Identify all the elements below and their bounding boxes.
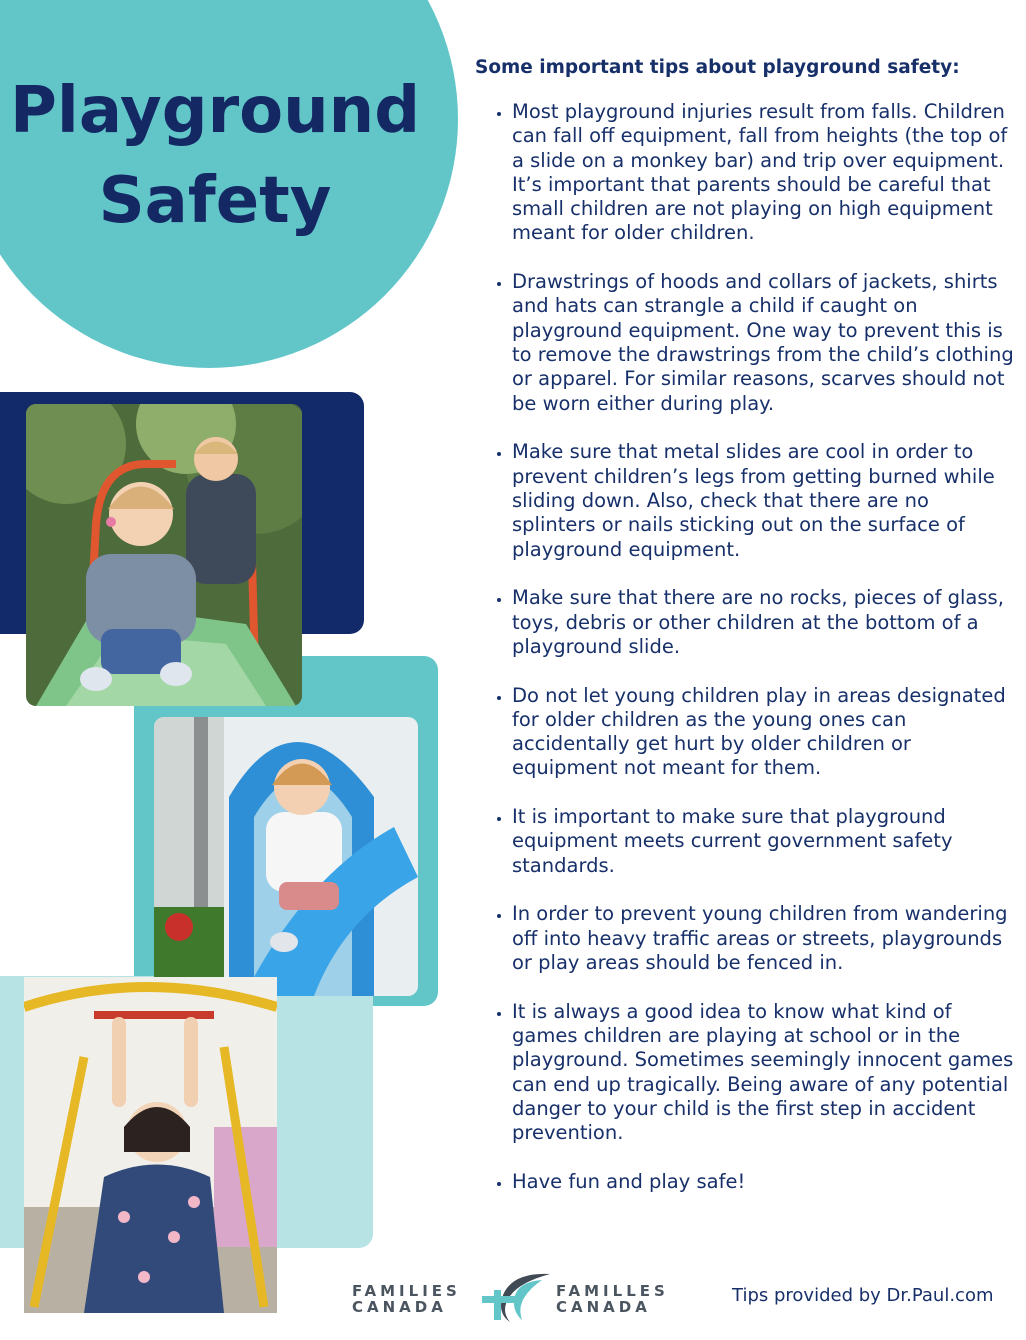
tip-item: • Make sure that metal slides are cool in order to prevent children’s legs from getting burned while sliding down. Also, check that there are no splinters or nails sticking out on the surface of playground equipment. [512,440,1015,561]
tip-item: • Most playground injuries result from falls. Children can fall off equipment, fall from heights (the top of a slide on a monkey bar) and trip over equipment. It’s important that parents should be careful that small children are not playing on high equipment meant for older children. [512,100,1015,246]
page-title-line-2: Safety [98,164,332,238]
families-canada-logo [352,1270,682,1324]
tips-section [475,56,1015,1219]
tip-item: • It is always a good idea to know what kind of games children are playing at school or in the playground. Sometimes seemingly innocent games can end up tragically. Being aware of any potential danger to your child is the first step in accident prevention. [512,1000,1015,1146]
tip-item: • Do not let young children play in areas designated for older children as the young ones can accidentally get hurt by older children or equipment not meant for them. [512,684,1015,781]
logo-french-line-2: CANADA [556,1298,651,1316]
tips-intro: Some important tips about playground safety: [475,57,960,78]
tip-item: • Drawstrings of hoods and collars of jackets, shirts and hats can strangle a child if caught on playground equipment. One way to prevent this is to remove the drawstrings from the child’s clothing or apparel. For similar reasons, scarves should not be worn either during play. [512,270,1015,416]
tip-item: • It is important to make sure that playground equipment meets current government safety standards. [512,805,1015,878]
page-title [0,66,430,246]
photo-girl-on-green-slide [26,404,302,706]
tips-list [475,100,1015,1194]
page-title-line-1: Playground [9,74,421,148]
tip-item: • In order to prevent young children from wandering off into heavy traffic areas or streets, playgrounds or play areas should be fenced in. [512,902,1015,975]
logo-english-line-1: FAMILIES [352,1282,461,1300]
tips-credit: Tips provided by Dr.Paul.com [732,1285,994,1306]
logo-french-line-1: FAMILLES [556,1282,669,1300]
logo-english-line-2: CANADA [352,1298,447,1316]
photo-girl-on-monkey-bars [24,977,277,1313]
tip-item: • Have fun and play safe! [512,1170,1015,1194]
photo-boy-on-blue-slide [154,717,418,996]
tip-item: • Make sure that there are no rocks, pieces of glass, toys, debris or other children at the bottom of a playground slide. [512,586,1015,659]
families-canada-logo-mark-icon [480,1270,556,1324]
